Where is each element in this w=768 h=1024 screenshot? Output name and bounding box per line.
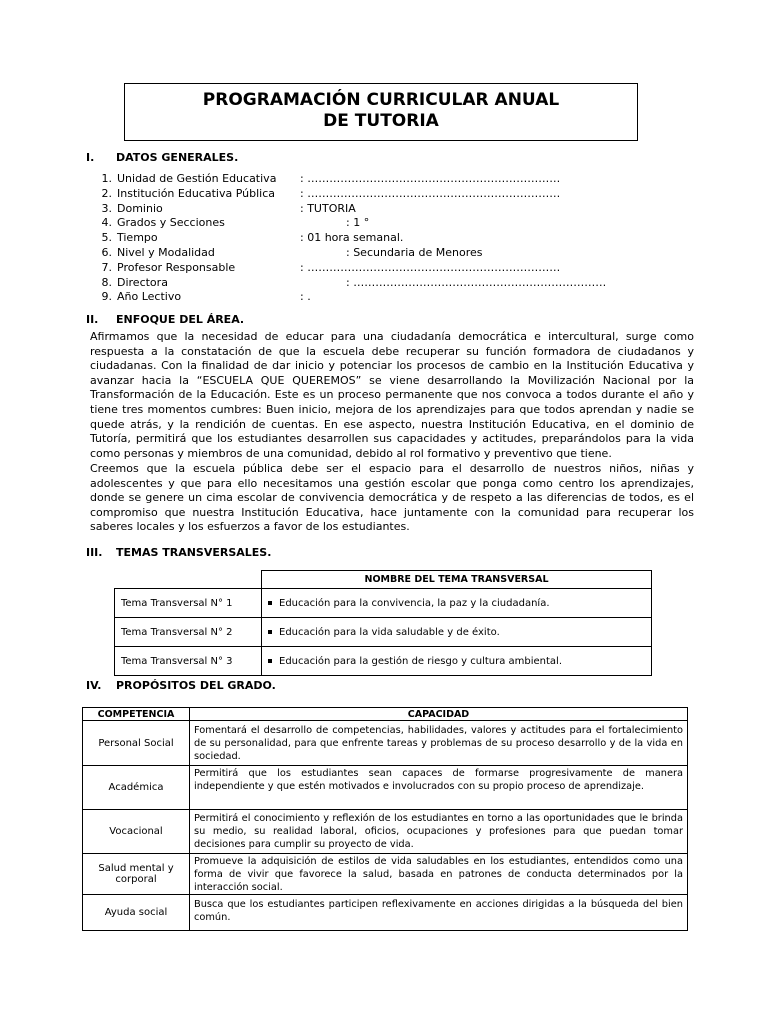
- item-number: 7.: [101, 260, 112, 274]
- section-heading-enfoque: [86, 313, 244, 326]
- bullet-icon: [268, 630, 272, 634]
- tema-value: Educación para la convivencia, la paz y la ciudadanía.: [279, 597, 550, 609]
- competencia-header: COMPETENCIA: [83, 708, 190, 721]
- item-label: Tiempo: [117, 231, 158, 245]
- capacidad-cell: Fomentará el desarrollo de competencias, habilidades, valores y actitudes para el fortalecimiento de su personalidad, para que enfrente tareas y problemas de su proceso desarrollo y de la vida en sociedad.: [190, 721, 688, 766]
- tema-cell: [262, 647, 652, 676]
- section-heading-propositos: [86, 679, 276, 692]
- competencia-cell: Vocacional: [83, 810, 190, 854]
- item-value: : .: [300, 290, 311, 304]
- item-value: : ……………………………………………………………: [300, 260, 561, 274]
- item-number: 3.: [101, 201, 112, 215]
- section-heading-temas: [86, 546, 271, 559]
- tema-value: Educación para la vida saludable y de éxito.: [279, 626, 500, 638]
- section-title: DATOS GENERALES.: [116, 151, 239, 164]
- tema-cell: [262, 618, 652, 647]
- temas-transversales-table: [114, 570, 652, 676]
- item-number: 8.: [101, 275, 112, 289]
- tema-label: Tema Transversal N° 1: [115, 589, 262, 618]
- tema-cell: [262, 589, 652, 618]
- section-title: TEMAS TRANSVERSALES.: [116, 546, 272, 559]
- propositos-table: [82, 707, 688, 931]
- enfoque-paragraph-2: Creemos que la escuela pública debe ser el espacio para el desarrollo de nuestros niños, niñas y adolescentes y que para ello necesitamos una gestión escolar que ponga como centro los aprendizajes, donde se genere un cima escolar de convivencia democrática y de respeto a las diferencias de todos, es el compromiso que nuestra Institución Educativa, hace juntamente con la comunidad para recuperar los saberes locales y los esfuerzos a favor de los estudiantes.: [90, 462, 694, 534]
- item-label: Nivel y Modalidad: [117, 245, 215, 259]
- item-label: Profesor Responsable: [117, 260, 236, 274]
- capacidad-cell: Busca que los estudiantes participen reflexivamente en acciones dirigidas a la búsqueda del bien común.: [190, 895, 688, 931]
- item-label: Directora: [117, 275, 168, 289]
- section-number: III.: [86, 546, 103, 559]
- capacidad-cell: Permitirá el conocimiento y reflexión de los estudiantes en torno a las oportunidades que le brinda su medio, su realidad laboral, oficios, ocupaciones y profesiones para que puedan tomar decisiones para cumplir su proyecto de vida.: [190, 810, 688, 854]
- table-row: [115, 618, 652, 647]
- section-title: ENFOQUE DEL ÁREA.: [116, 313, 245, 326]
- table-header: NOMBRE DEL TEMA TRANSVERSAL: [262, 571, 652, 589]
- section-number: II.: [86, 313, 99, 326]
- tema-label: Tema Transversal N° 3: [115, 647, 262, 676]
- item-label: Unidad de Gestión Educativa: [117, 172, 277, 185]
- enfoque-paragraph-1: Afirmamos que la necesidad de educar para una ciudadanía democrática e intercultural, surge como respuesta a la constatación de que la escuela debe recuperar su función formadora de ciudadanos y ciudadanas. Con la finalidad de dar inicio y potenciar los procesos de cambio en la Institución Educativa y avanzar hacia la “ESCUELA QUE QUEREMOS” se viene desarrollando la Movilización Nacional por la Transformación de la Educación. Este es un proceso permanente que nos convoca a todos durante el año y tiene tres momentos cumbres: Buen inicio, mejora de los aprendizajes para que todos aprendan y nadie se quede atrás, y la rendición de cuentas. En ese aspecto, nuestra Institución Educativa, en el dominio de Tutoría, permitirá que los estudiantes desarrollen sus capacidades y actitudes, preparándolos para la vida como personas y miembros de una comunidad, debido al rol formativo y preventivo que tiene.: [90, 330, 694, 460]
- section-number: IV.: [86, 679, 102, 692]
- item-value: : ……………………………………………………………: [300, 172, 561, 185]
- item-label: Dominio: [117, 201, 163, 215]
- tema-label: Tema Transversal N° 2: [115, 618, 262, 647]
- title-line-2: DE TUTORIA: [323, 111, 439, 131]
- item-label: Año Lectivo: [117, 290, 182, 304]
- item-value: : 1 °: [346, 216, 370, 230]
- empty-header-cell: [115, 571, 262, 589]
- table-row: [115, 589, 652, 618]
- section-title: PROPÓSITOS DEL GRADO.: [116, 679, 276, 692]
- section-number: I.: [86, 151, 95, 164]
- bullet-icon: [268, 601, 272, 605]
- item-value: : Secundaria de Menores: [346, 245, 483, 259]
- competencia-cell: Ayuda social: [83, 895, 190, 931]
- capacidad-cell: Promueve la adquisición de estilos de vida saludables en los estudiantes, entendidos como una forma de vivir que favorece la salud, basada en patrones de conducta determinados por la interacción social.: [190, 854, 688, 895]
- table-row: [83, 895, 688, 931]
- capacidad-cell: Permitirá que los estudiantes sean capaces de formarse progresivamente de manera independiente y que estén motivados e involucrados con su propio proceso de aprendizaje.: [190, 766, 688, 810]
- bullet-icon: [268, 659, 272, 663]
- item-value: : TUTORIA: [300, 201, 356, 215]
- item-number: 1.: [101, 172, 112, 185]
- capacidad-header: CAPACIDAD: [190, 708, 688, 721]
- item-value: : ……………………………………………………………: [346, 275, 607, 289]
- section-heading-datos: [86, 151, 238, 164]
- item-value: : 01 hora semanal.: [300, 231, 404, 245]
- table-row: [115, 647, 652, 676]
- table-row: [83, 766, 688, 810]
- title-line-1: PROGRAMACIÓN CURRICULAR ANUAL: [202, 90, 560, 110]
- item-number: 4.: [101, 216, 112, 230]
- title-box: [124, 83, 638, 141]
- competencia-cell: Salud mental y corporal: [83, 854, 190, 895]
- item-number: 9.: [101, 290, 112, 304]
- item-value: : ……………………………………………………………: [300, 186, 561, 200]
- item-number: 2.: [101, 186, 112, 200]
- table-row: [83, 854, 688, 895]
- table-row: [83, 810, 688, 854]
- item-number: 6.: [101, 245, 112, 259]
- tema-value: Educación para la gestión de riesgo y cultura ambiental.: [279, 655, 563, 667]
- item-label: Institución Educativa Pública: [117, 186, 276, 200]
- competencia-cell: Personal Social: [83, 721, 190, 766]
- item-number: 5.: [101, 231, 112, 245]
- item-label: Grados y Secciones: [117, 216, 225, 230]
- competencia-cell: Académica: [83, 766, 190, 810]
- table-row: [83, 721, 688, 766]
